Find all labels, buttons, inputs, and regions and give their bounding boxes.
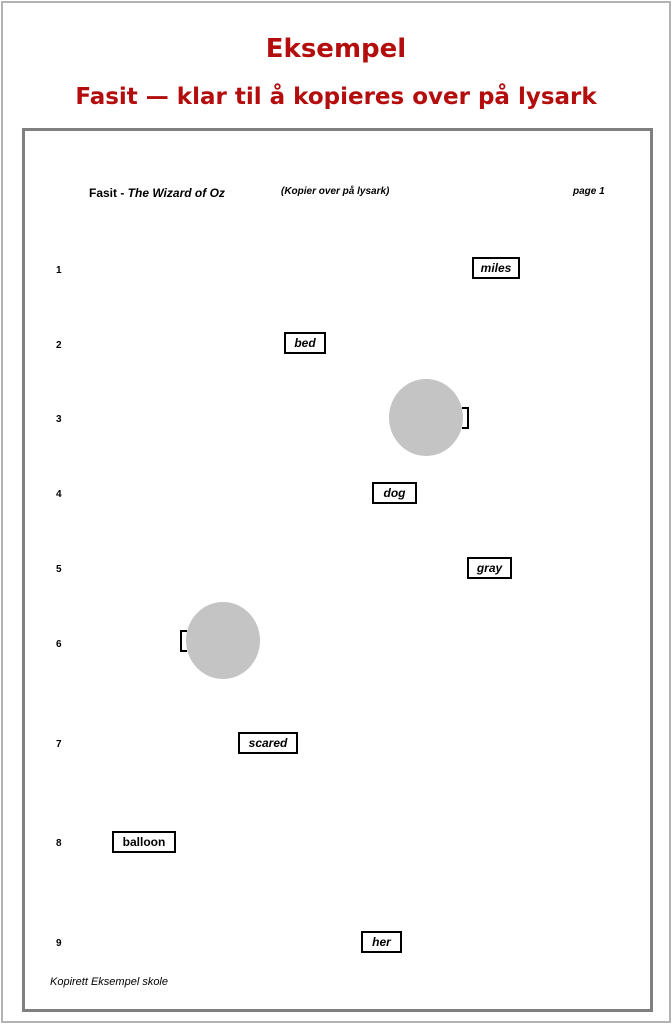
row-number-3: 3 bbox=[56, 414, 62, 425]
sheet-page-label: page 1 bbox=[573, 186, 605, 197]
row-number-6: 6 bbox=[56, 639, 62, 650]
sheet-title-prefix: Fasit - bbox=[89, 186, 128, 200]
answer-box-8: balloon bbox=[112, 831, 176, 853]
answer-sheet bbox=[22, 128, 653, 1012]
row-number-9: 9 bbox=[56, 938, 62, 949]
answer-box-2: bed bbox=[284, 332, 326, 354]
answer-box-9: her bbox=[361, 931, 402, 953]
row-number-5: 5 bbox=[56, 564, 62, 575]
sheet-title-book: The Wizard of Oz bbox=[127, 186, 225, 200]
page-subtitle: Fasit — klar til å kopieres over på lysark bbox=[75, 84, 597, 110]
row-number-1: 1 bbox=[56, 265, 62, 276]
sheet-title bbox=[89, 186, 225, 200]
sheet-note: (Kopier over på lysark) bbox=[281, 186, 390, 197]
redaction-circle-3 bbox=[389, 379, 463, 456]
redaction-circle-6 bbox=[186, 602, 260, 679]
answer-box-7: scared bbox=[238, 732, 298, 754]
copyright-footer: Kopirett Eksempel skole bbox=[50, 976, 168, 988]
row-number-7: 7 bbox=[56, 739, 62, 750]
answer-box-5: gray bbox=[467, 557, 512, 579]
answer-box-1: miles bbox=[472, 257, 520, 279]
answer-box-4: dog bbox=[372, 482, 417, 504]
row-number-4: 4 bbox=[56, 489, 62, 500]
page-title: Eksempel bbox=[265, 34, 407, 64]
row-number-8: 8 bbox=[56, 838, 62, 849]
answer-box-3-edge bbox=[462, 407, 469, 429]
row-number-2: 2 bbox=[56, 340, 62, 351]
